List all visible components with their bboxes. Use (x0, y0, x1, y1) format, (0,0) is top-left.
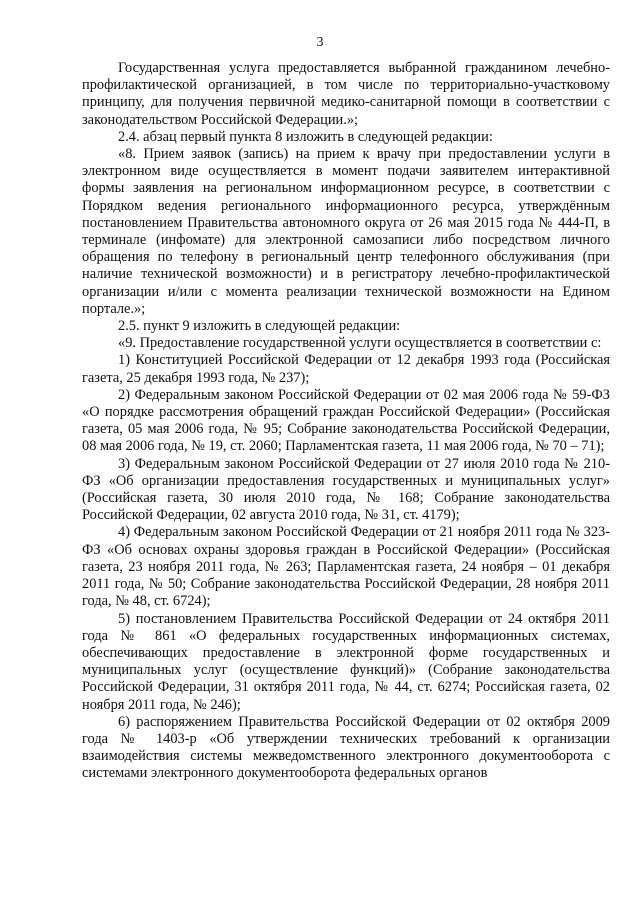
paragraph-amendment-2-4: 2.4. абзац первый пункта 8 изложить в следующей редакции: (118, 128, 493, 145)
list-item-law-210-fz: 3) Федеральным законом Российской Федерации от 27 июля 2010 года № 210-ФЗ «Об организации предоставления государственных и муниципальных услуг» (Российская газета, 30 июля 2010 года, № 168; Собрание законодательства Российской Федерации, 02 августа 2010 года, № 31, ст. 4179); (82, 455, 610, 524)
list-item-constitution: 1) Конституцией Российской Федерации от 12 декабря 1993 года (Российская газета, 25 декабря 1993 года, № 237); (82, 352, 610, 386)
list-item-order-1403-r: 6) распоряжением Правительства Российской Федерации от 02 октября 2009 года № 1403-р «Об утверждении технических требований к организации взаимодействия системы межведомственного электронного документооборота с системами электронного документооборота федеральных органов (82, 713, 610, 782)
list-item-law-323-fz: 4) Федеральным законом Российской Федерации от 21 ноября 2011 года № 323-ФЗ «Об основах охраны здоровья граждан в Российской Федерации» (Российская газета, 23 ноября 2011 года, № 263; Парламентская газета, 24 ноября – 01 декабря 2011 года, № 50; Собрание законодательства Российской Федерации, 28 ноября 2011 года, № 48, ст. 6724); (82, 524, 610, 610)
paragraph-service-provider: Государственная услуга предоставляется выбранной гражданином лечебно-профилактической организацией, в том числе по территориально-участковому принципу, для получения первичной медико-санитарной помощи в соответствии с законодательством Российской Федерации.»; (82, 60, 610, 128)
paragraph-item-9: «9. Предоставление государственной услуги осуществляется в соответствии с: (118, 335, 602, 352)
document-body (82, 60, 610, 783)
paragraph-item-8: «8. Прием заявок (запись) на прием к врачу при предоставлении услуги в электронном виде осуществляется в момент подачи заявителем интерактивной формы заявления на региональном информационном ресурсе, в соответствии с Порядком ведения регионального информационного ресурса, утверждённым постановлением Правительства автономного округа от 26 мая 2015 года № 444-П, в терминале (инфомате) для электронной самозаписи либо посредством личного обращения по телефону в региональный центр телефонного обслуживания (при наличие технической возможности) и в регистратору лечебно-профилактической организации и/или с момента реализации технической возможности на Едином портале.»; (82, 146, 610, 317)
list-item-resolution-861: 5) постановлением Правительства Российской Федерации от 24 октября 2011 года № 861 «О федеральных государственных информационных системах, обеспечивающих предоставление в электронной форме государственных и муниципальных услуг (осуществление функций)» (Собрание законодательства Российской Федерации, 31 октября 2011 года, № 44, ст. 6274; Российская газета, 02 ноября 2011 года, № 246); (82, 610, 610, 713)
list-item-law-59-fz: 2) Федеральным законом Российской Федерации от 02 мая 2006 года № 59-ФЗ «О порядке рассмотрения обращений граждан Российской Федерации» (Российская газета, 05 мая 2006 года, № 95; Собрание законодательства Российской Федерации, 08 мая 2006 года, № 19, ст. 2060; Парламентская газета, 11 мая 2006 года, № 70 – 71); (82, 386, 610, 455)
page-number: 3 (316, 35, 324, 50)
paragraph-amendment-2-5: 2.5. пункт 9 изложить в следующей редакции: (118, 318, 401, 335)
